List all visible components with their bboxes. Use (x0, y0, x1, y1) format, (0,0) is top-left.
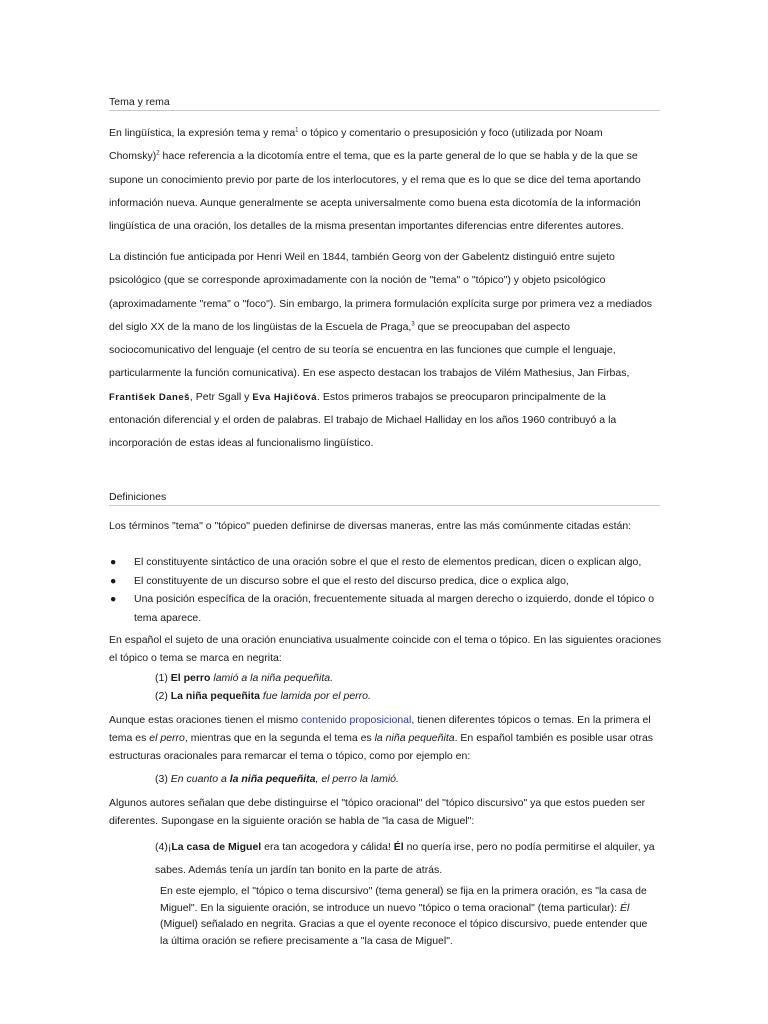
example-1: (1) El perro lamió a la niña pequeñita. (155, 672, 334, 684)
contenido-proposicional-link[interactable]: contenido proposicional (301, 714, 412, 726)
author-name: Eva Hajičová (252, 391, 317, 403)
example-2: (2) La niña pequeñita fue lamida por el perro. (155, 690, 371, 702)
paragraph-topic-types: Algunos autores señalan que debe distinguirse el "tópico oracional" del "tópico discursivo" ya que estos pueden ser diferentes. Supongase en la siguiente oración se habla de "la casa de Miguel": (109, 797, 646, 827)
list-item: ● Una posición específica de la oración, frecuentemente situada al margen derecho o izquierdo, donde el tópico o tema aparece. (109, 590, 669, 627)
footnote-ref[interactable]: 3 (411, 321, 415, 328)
paragraph-history: La distinción fue anticipada por Henri Weil en 1844, también Georg von der Gabelentz distinguió entre sujeto psicológico (que se corresponde aproximadamente con la noción de "tema" o "tópico") y objeto psicológico (aproximadamente "rema" o "foco"). Sin embargo, la primera formulación explícita surge por primera vez a mediados del siglo XX de la mano de los lingüistas de la Escuela de Praga,$^3$ que se preocupaban del aspecto sociocomunicativo del lenguaje (el centro de su teoría se encuentra en las funciones que cumple el lenguaje, particularmente la función comunicativa). En ese aspecto destacan los trabajos de Vilém Mathesius, Jan Firbas, František Daneš, Petr Sgall y Eva Hajičová. Estos primeros trabajos se preocuparon principalmente de la entonación diferencial y el orden de palabras. El trabajo de Michael Halliday en los años 1960 contribuyó a la incorporación de estas ideas al funcionalismo lingüístico. (109, 251, 653, 450)
paragraph-definitions-intro: Los términos "tema" o "tópico" pueden definirse de diversas maneras, entre las más comúnmente citadas están: (109, 520, 632, 532)
paragraph-spanish-subject: En español el sujeto de una oración enunciativa usualmente coincide con el tema o tópico. En las siguientes oraciones el tópico o tema se marca en negrita: (109, 634, 662, 664)
section-title-tema-y-rema: Tema y rema (109, 96, 660, 111)
paragraph-propositional-content: Aunque estas oraciones tienen el mismo contenido proposicional, tienen diferentes tópicos o temas. En la primera el tema es el perro, mientras que en la segunda el tema es la niña pequeñita. En español también es posible usar otras estructuras oracionales para remarcar el tema o tópico, como por ejemplo en: (109, 714, 654, 762)
footnote-ref[interactable]: 1 (295, 127, 299, 134)
list-item: ● El constituyente de un discurso sobre el que el resto del discurso predica, dice o explica algo, (109, 572, 669, 591)
section-title-definiciones: Definiciones (109, 491, 660, 506)
footnote-ref[interactable]: 2 (156, 150, 160, 157)
example-4: (4)¡La casa de Miguel era tan acogedora y cálida! Él no quería irse, pero no podía permitirse el alquiler, ya sabes. Además tenía un jardín tan bonito en la parte de atrás. (155, 841, 655, 877)
example-3: (3) En cuanto a la niña pequeñita, el perro la lamió. (155, 773, 399, 785)
paragraph-intro: En lingüística, la expresión tema y rema$^1$ o tópico y comentario o presuposición y foco (utilizada por Noam Chomsky)$^2$ hace referencia a la dicotomía entre el tema, que es la parte general de lo que se habla y de la que se supone un conocimiento previo por parte de los interlocutores, y el rema que es lo que se dice del tema aportando información nueva. Aunque generalmente se acepta universalmente como buena esta dicotomía de la información lingüística de una oración, los detalles de la misma presentan importantes diferencias entre diferentes autores. (109, 127, 641, 233)
author-name: František Daneš (109, 391, 190, 403)
bullet-icon: ● (110, 574, 117, 587)
definitions-list (109, 553, 669, 627)
list-item: ● El constituyente sintáctico de una oración sobre el que el resto de elementos predican, dicen o explican algo, (109, 553, 669, 572)
paragraph-example-explanation: En este ejemplo, el "tópico o tema discursivo" (tema general) se fija en la primera oración, es "la casa de Miguel". En la siguiente oración, se introduce un nuevo "tópico o tema oracional" (tema particular): Él (Miguel) señalado en negrita. Gracias a que el oyente reconoce el tópico discursivo, puede entender que la última oración se refiere precisamente a "la casa de Miguel". (160, 885, 648, 947)
bullet-icon: ● (110, 556, 117, 568)
bullet-icon: ● (110, 593, 117, 605)
